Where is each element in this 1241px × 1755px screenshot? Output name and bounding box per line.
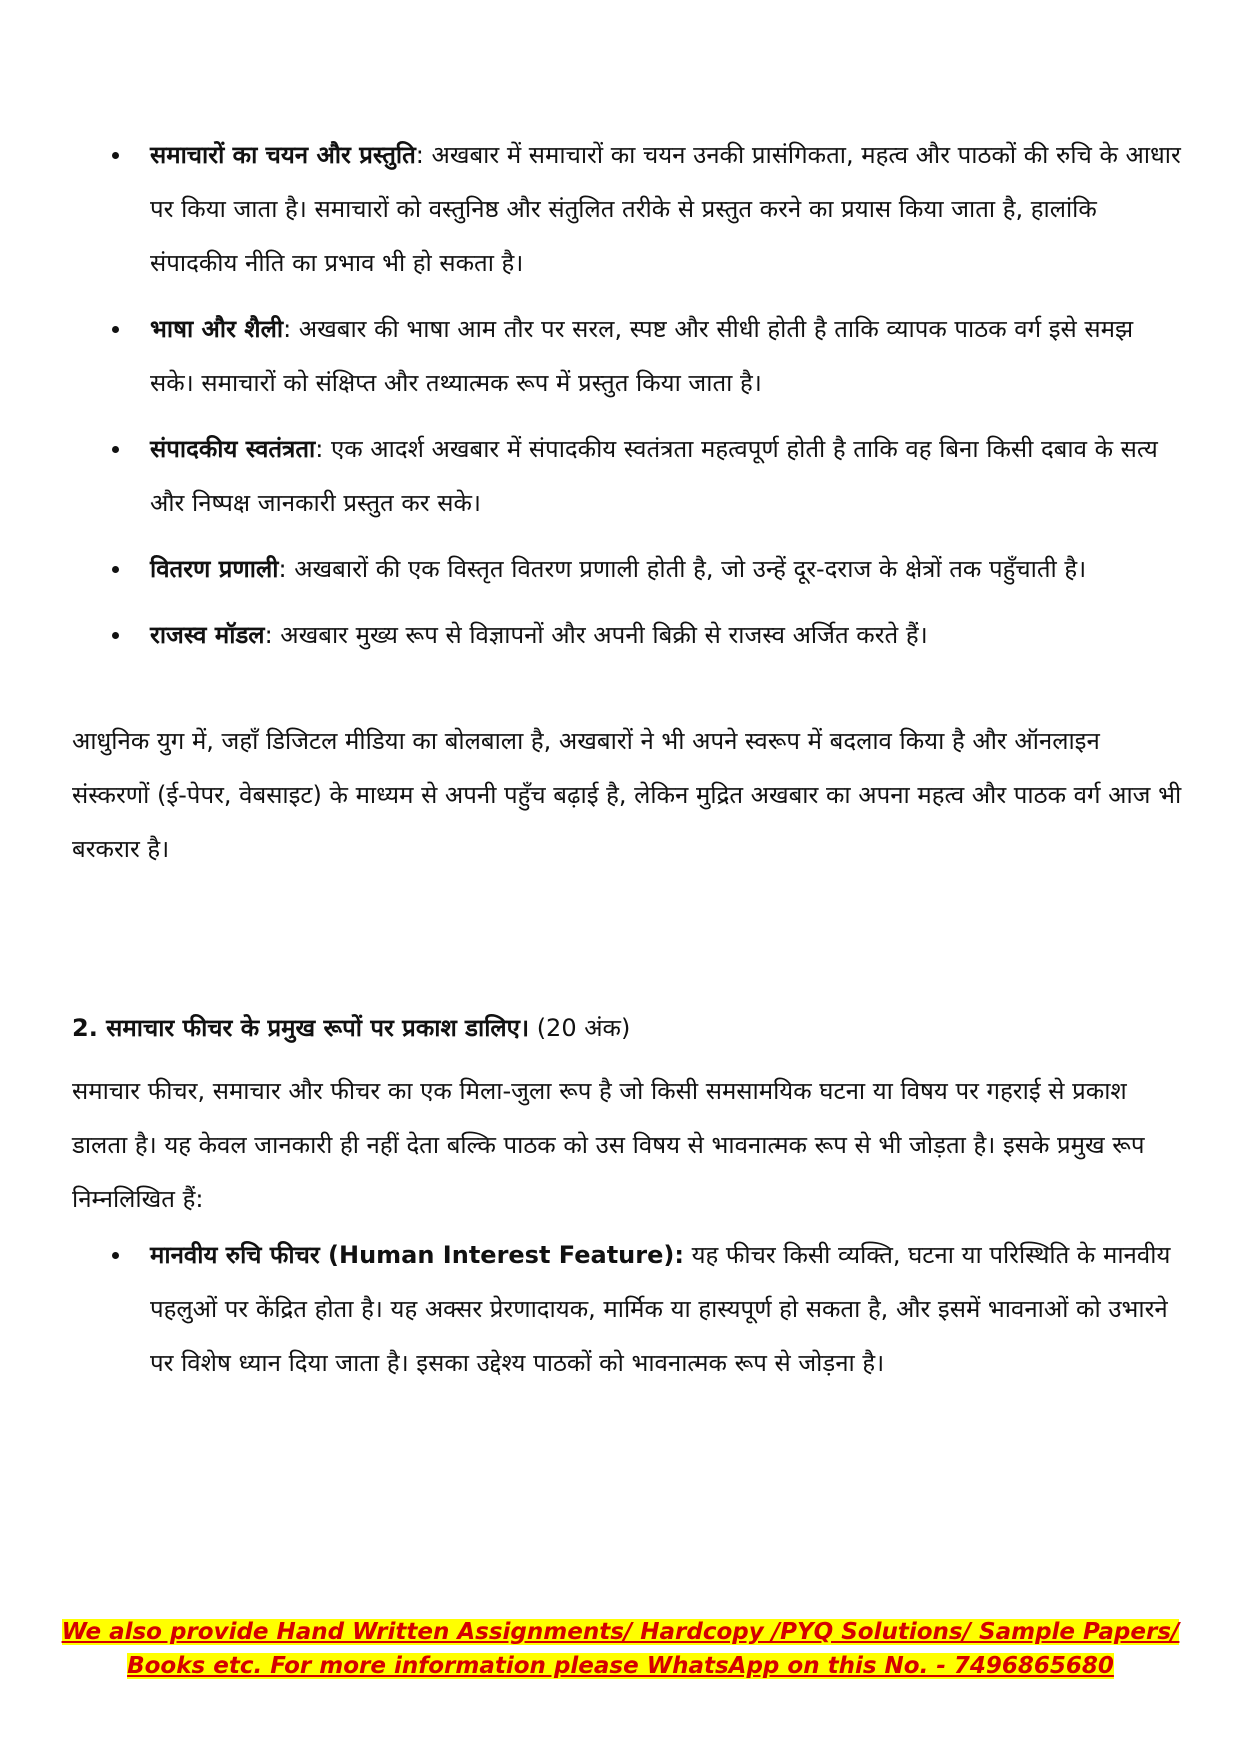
list-item <box>0 302 1241 410</box>
item-term: राजस्व मॉडल <box>150 621 265 649</box>
list-item <box>0 1228 1241 1390</box>
list-item <box>0 128 1241 290</box>
item-term: मानवीय रुचि फीचर (Human Interest Feature): <box>150 1241 684 1269</box>
promo-footer <box>0 1615 1241 1683</box>
item-text: : अखबार मुख्य रूप से विज्ञापनों और अपनी बिक्री से राजस्व अर्जित करते हैं। <box>264 621 928 649</box>
features-list <box>0 128 1241 662</box>
bullet-icon <box>112 1252 119 1259</box>
modern-era-paragraph: आधुनिक युग में, जहाँ डिजिटल मीडिया का बोलबाला है, अखबारों ने भी अपने स्वरूप में बदलाव किया है और ऑनलाइन संस्करणों (ई-पेपर, वेबसाइट) के माध्यम से अपनी पहुँच बढ़ाई है, लेकिन मुद्रित अखबार का अपना महत्व और पाठक वर्ग आज भी बरकरार है। <box>72 727 1182 863</box>
list-item <box>0 422 1241 530</box>
item-text: : अखबारों की एक विस्तृत वितरण प्रणाली होती है, जो उन्हें दूर-दराज के क्षेत्रों तक पहुँचाती है। <box>278 555 1087 583</box>
intro-paragraph: समाचार फीचर, समाचार और फीचर का एक मिला-जुला रूप है जो किसी समसामयिक घटना या विषय पर गहराई से प्रकाश डालता है। यह केवल जानकारी ही नहीं देता बल्कि पाठक को उस विषय से भावनात्मक रूप से भी जोड़ता है। इसके प्रमुख रूप निम्नलिखित हैं: <box>72 1077 1145 1213</box>
item-text: : एक आदर्श अखबार में संपादकीय स्वतंत्रता महत्वपूर्ण होती है ताकि वह बिना किसी दबाव के सत्य और निष्पक्ष जानकारी प्रस्तुत कर सके। <box>150 435 1158 517</box>
item-term: वितरण प्रणाली <box>150 555 279 583</box>
feature-types-list <box>0 1228 1241 1390</box>
question-title: 2. समाचार फीचर के प्रमुख रूपों पर प्रकाश डालिए। <box>72 1014 530 1042</box>
list-item <box>0 542 1241 596</box>
question-marks: (20 अंक) <box>529 1014 631 1042</box>
bullet-icon <box>112 632 119 639</box>
item-term: भाषा और शैली <box>150 315 284 343</box>
bullet-icon <box>112 326 119 333</box>
item-text: : अखबार की भाषा आम तौर पर सरल, स्पष्ट और सीधी होती है ताकि व्यापक पाठक वर्ग इसे समझ सके। समाचारों को संक्षिप्त और तथ्यात्मक रूप में प्रस्तुत किया जाता है। <box>150 315 1134 397</box>
item-term: संपादकीय स्वतंत्रता <box>150 435 316 463</box>
item-text: यह फीचर किसी व्यक्ति, घटना या परिस्थिति के मानवीय पहलुओं पर केंद्रित होता है। यह अक्सर प्रेरणादायक, मार्मिक या हास्यपूर्ण हो सकता है, और इसमें भावनाओं को उभारने पर विशेष ध्यान दिया जाता है। इसका उद्देश्य पाठकों को भावनात्मक रूप से जोड़ना है। <box>150 1241 1171 1377</box>
item-term: समाचारों का चयन और प्रस्तुति <box>150 141 416 169</box>
bullet-icon <box>112 446 119 453</box>
question-heading <box>72 1008 1182 1048</box>
item-text: : अखबार में समाचारों का चयन उनकी प्रासंगिकता, महत्व और पाठकों की रुचि के आधार पर किया जाता है। समाचारों को वस्तुनिष्ठ और संतुलित तरीके से प्रस्तुत करने का प्रयास किया जाता है, हालांकि संपादकीय नीति का प्रभाव भी हो सकता है। <box>150 141 1181 277</box>
footer-line-2: Books etc. For more information please WhatsApp on this No. - 7496865680 <box>127 1653 1114 1679</box>
bullet-icon <box>112 152 119 159</box>
bullet-icon <box>112 566 119 573</box>
list-item <box>0 608 1241 662</box>
footer-line-1: We also provide Hand Written Assignments/ Hardcopy /PYQ Solutions/ Sample Papers/ <box>61 1619 1180 1645</box>
